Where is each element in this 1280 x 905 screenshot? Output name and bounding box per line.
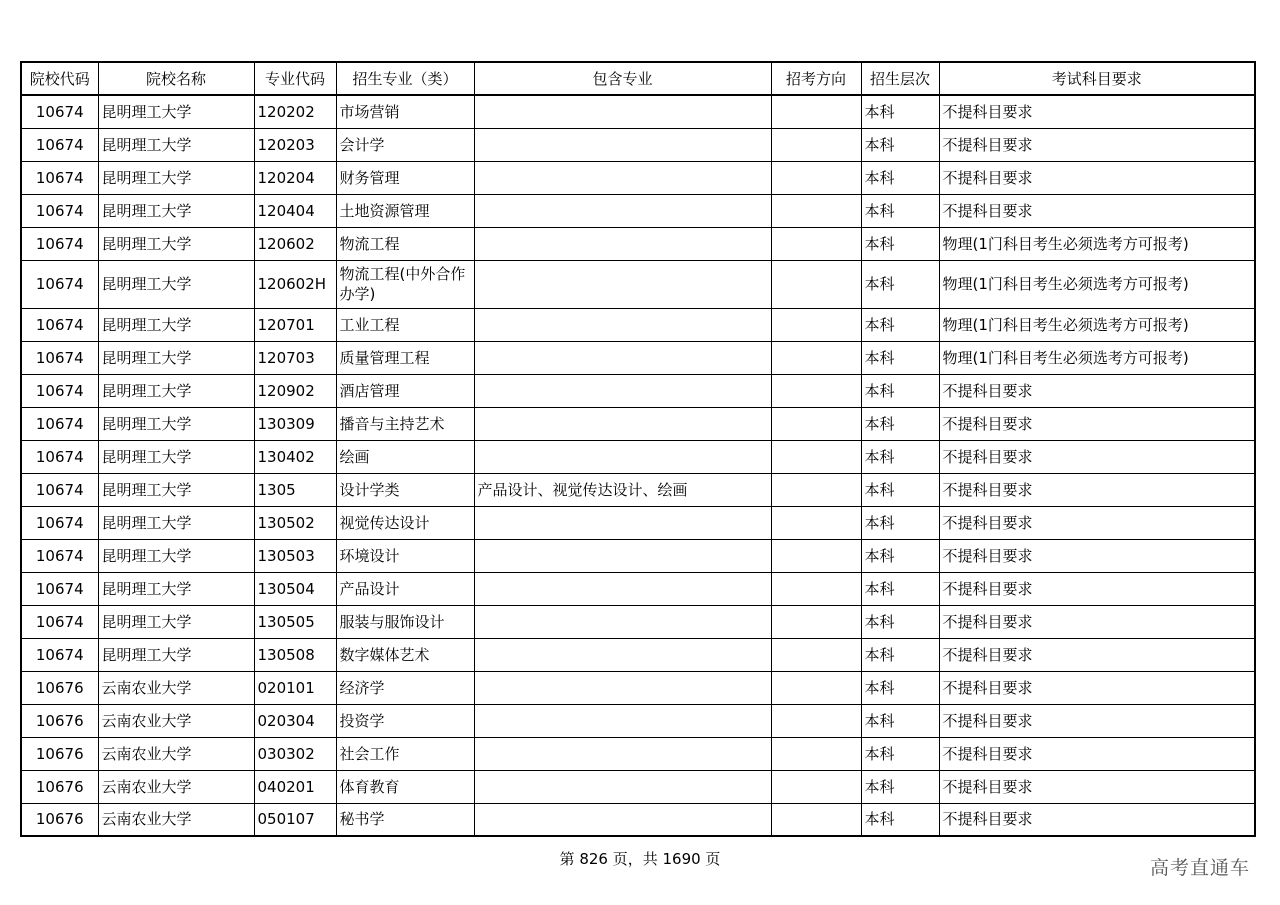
- cell-major-code: 130505: [254, 605, 336, 638]
- cell-direction: [771, 737, 861, 770]
- cell-includes: 产品设计、视觉传达设计、绘画: [474, 473, 771, 506]
- cell-major-code: 130503: [254, 539, 336, 572]
- cell-school-code: 10674: [21, 308, 98, 341]
- cell-level: 本科: [861, 161, 939, 194]
- cell-direction: [771, 671, 861, 704]
- admission-table-container: [20, 61, 1256, 837]
- cell-level: 本科: [861, 506, 939, 539]
- cell-direction: [771, 638, 861, 671]
- cell-level: 本科: [861, 803, 939, 836]
- cell-major: 播音与主持艺术: [336, 407, 474, 440]
- cell-requirement: 不提科目要求: [939, 440, 1255, 473]
- table-row: [21, 572, 1255, 605]
- table-row: [21, 704, 1255, 737]
- table-row: [21, 770, 1255, 803]
- cell-requirement: 不提科目要求: [939, 671, 1255, 704]
- cell-major-code: 040201: [254, 770, 336, 803]
- table-row: [21, 638, 1255, 671]
- cell-includes: [474, 341, 771, 374]
- cell-school-code: 10676: [21, 737, 98, 770]
- cell-major-code: 130504: [254, 572, 336, 605]
- cell-major: 土地资源管理: [336, 194, 474, 227]
- cell-direction: [771, 506, 861, 539]
- table-row: [21, 128, 1255, 161]
- cell-direction: [771, 227, 861, 260]
- header-includes: 包含专业: [474, 62, 771, 95]
- cell-includes: [474, 770, 771, 803]
- cell-requirement: 不提科目要求: [939, 605, 1255, 638]
- cell-level: 本科: [861, 638, 939, 671]
- cell-school-code: 10674: [21, 572, 98, 605]
- cell-school-name: 昆明理工大学: [98, 374, 254, 407]
- cell-level: 本科: [861, 737, 939, 770]
- cell-school-name: 云南农业大学: [98, 704, 254, 737]
- cell-level: 本科: [861, 194, 939, 227]
- cell-level: 本科: [861, 671, 939, 704]
- cell-requirement: 不提科目要求: [939, 638, 1255, 671]
- header-requirement: 考试科目要求: [939, 62, 1255, 95]
- table-row: [21, 227, 1255, 260]
- cell-level: 本科: [861, 605, 939, 638]
- cell-major-code: 130502: [254, 506, 336, 539]
- cell-level: 本科: [861, 227, 939, 260]
- cell-school-code: 10674: [21, 407, 98, 440]
- cell-major: 视觉传达设计: [336, 506, 474, 539]
- cell-school-code: 10674: [21, 473, 98, 506]
- cell-requirement: 不提科目要求: [939, 95, 1255, 128]
- cell-includes: [474, 803, 771, 836]
- cell-direction: [771, 539, 861, 572]
- cell-direction: [771, 803, 861, 836]
- cell-includes: [474, 308, 771, 341]
- cell-major-code: 120701: [254, 308, 336, 341]
- cell-level: 本科: [861, 539, 939, 572]
- cell-school-name: 云南农业大学: [98, 803, 254, 836]
- cell-school-name: 昆明理工大学: [98, 95, 254, 128]
- cell-level: 本科: [861, 407, 939, 440]
- cell-major-code: 050107: [254, 803, 336, 836]
- cell-school-name: 云南农业大学: [98, 770, 254, 803]
- cell-level: 本科: [861, 770, 939, 803]
- cell-school-code: 10674: [21, 506, 98, 539]
- table-row: [21, 440, 1255, 473]
- cell-level: 本科: [861, 341, 939, 374]
- cell-includes: [474, 227, 771, 260]
- cell-school-name: 昆明理工大学: [98, 473, 254, 506]
- table-row: [21, 95, 1255, 128]
- cell-major-code: 120202: [254, 95, 336, 128]
- table-row: [21, 260, 1255, 308]
- cell-direction: [771, 440, 861, 473]
- cell-school-name: 昆明理工大学: [98, 506, 254, 539]
- cell-direction: [771, 260, 861, 308]
- cell-major: 环境设计: [336, 539, 474, 572]
- cell-requirement: 不提科目要求: [939, 506, 1255, 539]
- cell-major: 数字媒体艺术: [336, 638, 474, 671]
- cell-includes: [474, 605, 771, 638]
- cell-major: 工业工程: [336, 308, 474, 341]
- cell-school-code: 10674: [21, 605, 98, 638]
- cell-major: 体育教育: [336, 770, 474, 803]
- cell-includes: [474, 737, 771, 770]
- cell-requirement: 不提科目要求: [939, 572, 1255, 605]
- cell-school-code: 10674: [21, 440, 98, 473]
- cell-school-code: 10674: [21, 638, 98, 671]
- table-row: [21, 605, 1255, 638]
- cell-school-name: 昆明理工大学: [98, 341, 254, 374]
- cell-major-code: 120902: [254, 374, 336, 407]
- cell-major: 市场营销: [336, 95, 474, 128]
- cell-major-code: 030302: [254, 737, 336, 770]
- cell-major-code: 120703: [254, 341, 336, 374]
- cell-school-code: 10674: [21, 161, 98, 194]
- cell-direction: [771, 407, 861, 440]
- cell-level: 本科: [861, 374, 939, 407]
- cell-level: 本科: [861, 440, 939, 473]
- cell-major-code: 120602H: [254, 260, 336, 308]
- cell-includes: [474, 440, 771, 473]
- cell-includes: [474, 128, 771, 161]
- table-header-row: [21, 62, 1255, 95]
- cell-includes: [474, 194, 771, 227]
- cell-school-code: 10676: [21, 704, 98, 737]
- cell-major: 会计学: [336, 128, 474, 161]
- cell-major: 社会工作: [336, 737, 474, 770]
- cell-includes: [474, 704, 771, 737]
- cell-school-name: 昆明理工大学: [98, 194, 254, 227]
- cell-major-code: 130402: [254, 440, 336, 473]
- cell-requirement: 不提科目要求: [939, 128, 1255, 161]
- cell-school-name: 昆明理工大学: [98, 605, 254, 638]
- cell-level: 本科: [861, 260, 939, 308]
- cell-school-code: 10674: [21, 95, 98, 128]
- cell-includes: [474, 374, 771, 407]
- cell-major: 绘画: [336, 440, 474, 473]
- cell-school-name: 昆明理工大学: [98, 128, 254, 161]
- cell-school-name: 昆明理工大学: [98, 260, 254, 308]
- cell-major: 设计学类: [336, 473, 474, 506]
- cell-school-code: 10674: [21, 341, 98, 374]
- cell-includes: [474, 260, 771, 308]
- cell-requirement: 不提科目要求: [939, 473, 1255, 506]
- cell-direction: [771, 308, 861, 341]
- cell-school-name: 昆明理工大学: [98, 161, 254, 194]
- cell-major-code: 120602: [254, 227, 336, 260]
- table-row: [21, 341, 1255, 374]
- cell-level: 本科: [861, 704, 939, 737]
- cell-major: 财务管理: [336, 161, 474, 194]
- table-row: [21, 737, 1255, 770]
- cell-level: 本科: [861, 95, 939, 128]
- header-school-name: 院校名称: [98, 62, 254, 95]
- cell-requirement: 不提科目要求: [939, 704, 1255, 737]
- cell-major-code: 1305: [254, 473, 336, 506]
- cell-requirement: 不提科目要求: [939, 803, 1255, 836]
- watermark-text: 高考直通车: [1149, 857, 1250, 879]
- cell-school-name: 昆明理工大学: [98, 227, 254, 260]
- cell-includes: [474, 161, 771, 194]
- header-direction: 招考方向: [771, 62, 861, 95]
- cell-major: 投资学: [336, 704, 474, 737]
- cell-direction: [771, 128, 861, 161]
- cell-includes: [474, 638, 771, 671]
- cell-major-code: 130309: [254, 407, 336, 440]
- cell-school-name: 昆明理工大学: [98, 407, 254, 440]
- cell-school-code: 10674: [21, 539, 98, 572]
- table-row: [21, 407, 1255, 440]
- cell-major-code: 020304: [254, 704, 336, 737]
- cell-major: 服装与服饰设计: [336, 605, 474, 638]
- table-row: [21, 506, 1255, 539]
- cell-school-name: 昆明理工大学: [98, 572, 254, 605]
- cell-requirement: 不提科目要求: [939, 407, 1255, 440]
- cell-school-code: 10674: [21, 128, 98, 161]
- cell-school-name: 昆明理工大学: [98, 440, 254, 473]
- cell-school-name: 云南农业大学: [98, 671, 254, 704]
- table-row: [21, 308, 1255, 341]
- cell-direction: [771, 194, 861, 227]
- cell-major: 物流工程: [336, 227, 474, 260]
- cell-requirement: 不提科目要求: [939, 374, 1255, 407]
- page-number: 第 826 页，共 1690 页: [559, 850, 721, 868]
- cell-direction: [771, 605, 861, 638]
- cell-school-code: 10676: [21, 770, 98, 803]
- cell-major: 酒店管理: [336, 374, 474, 407]
- cell-requirement: 物理(1门科目考生必须选考方可报考): [939, 260, 1255, 308]
- header-major: 招生专业（类）: [336, 62, 474, 95]
- table-row: [21, 473, 1255, 506]
- cell-direction: [771, 161, 861, 194]
- cell-major: 秘书学: [336, 803, 474, 836]
- table-row: [21, 539, 1255, 572]
- cell-major-code: 130508: [254, 638, 336, 671]
- cell-major: 质量管理工程: [336, 341, 474, 374]
- cell-major-code: 120404: [254, 194, 336, 227]
- cell-direction: [771, 770, 861, 803]
- table-row: [21, 194, 1255, 227]
- cell-direction: [771, 572, 861, 605]
- admission-table: [20, 61, 1256, 837]
- table-row: [21, 671, 1255, 704]
- cell-requirement: 物理(1门科目考生必须选考方可报考): [939, 308, 1255, 341]
- cell-requirement: 不提科目要求: [939, 194, 1255, 227]
- table-row: [21, 161, 1255, 194]
- cell-direction: [771, 374, 861, 407]
- cell-school-code: 10674: [21, 194, 98, 227]
- cell-major: 经济学: [336, 671, 474, 704]
- table-row: [21, 803, 1255, 836]
- table-row: [21, 374, 1255, 407]
- cell-includes: [474, 671, 771, 704]
- cell-requirement: 物理(1门科目考生必须选考方可报考): [939, 227, 1255, 260]
- cell-school-name: 昆明理工大学: [98, 539, 254, 572]
- cell-level: 本科: [861, 473, 939, 506]
- cell-school-name: 昆明理工大学: [98, 308, 254, 341]
- cell-school-code: 10676: [21, 803, 98, 836]
- cell-includes: [474, 506, 771, 539]
- cell-school-code: 10674: [21, 227, 98, 260]
- cell-level: 本科: [861, 572, 939, 605]
- cell-includes: [474, 572, 771, 605]
- cell-requirement: 不提科目要求: [939, 770, 1255, 803]
- cell-includes: [474, 539, 771, 572]
- cell-school-code: 10674: [21, 260, 98, 308]
- header-level: 招生层次: [861, 62, 939, 95]
- cell-school-name: 昆明理工大学: [98, 638, 254, 671]
- cell-school-code: 10674: [21, 374, 98, 407]
- header-school-code: 院校代码: [21, 62, 98, 95]
- cell-major-code: 020101: [254, 671, 336, 704]
- cell-includes: [474, 407, 771, 440]
- cell-requirement: 物理(1门科目考生必须选考方可报考): [939, 341, 1255, 374]
- cell-level: 本科: [861, 308, 939, 341]
- cell-requirement: 不提科目要求: [939, 161, 1255, 194]
- cell-major: 产品设计: [336, 572, 474, 605]
- cell-major-code: 120204: [254, 161, 336, 194]
- cell-school-name: 云南农业大学: [98, 737, 254, 770]
- cell-level: 本科: [861, 128, 939, 161]
- cell-requirement: 不提科目要求: [939, 539, 1255, 572]
- table-body: [21, 95, 1255, 836]
- cell-requirement: 不提科目要求: [939, 737, 1255, 770]
- cell-school-code: 10676: [21, 671, 98, 704]
- cell-major: 物流工程(中外合作办学): [336, 260, 474, 308]
- cell-direction: [771, 473, 861, 506]
- cell-direction: [771, 704, 861, 737]
- cell-includes: [474, 95, 771, 128]
- cell-major-code: 120203: [254, 128, 336, 161]
- cell-direction: [771, 341, 861, 374]
- header-major-code: 专业代码: [254, 62, 336, 95]
- cell-direction: [771, 95, 861, 128]
